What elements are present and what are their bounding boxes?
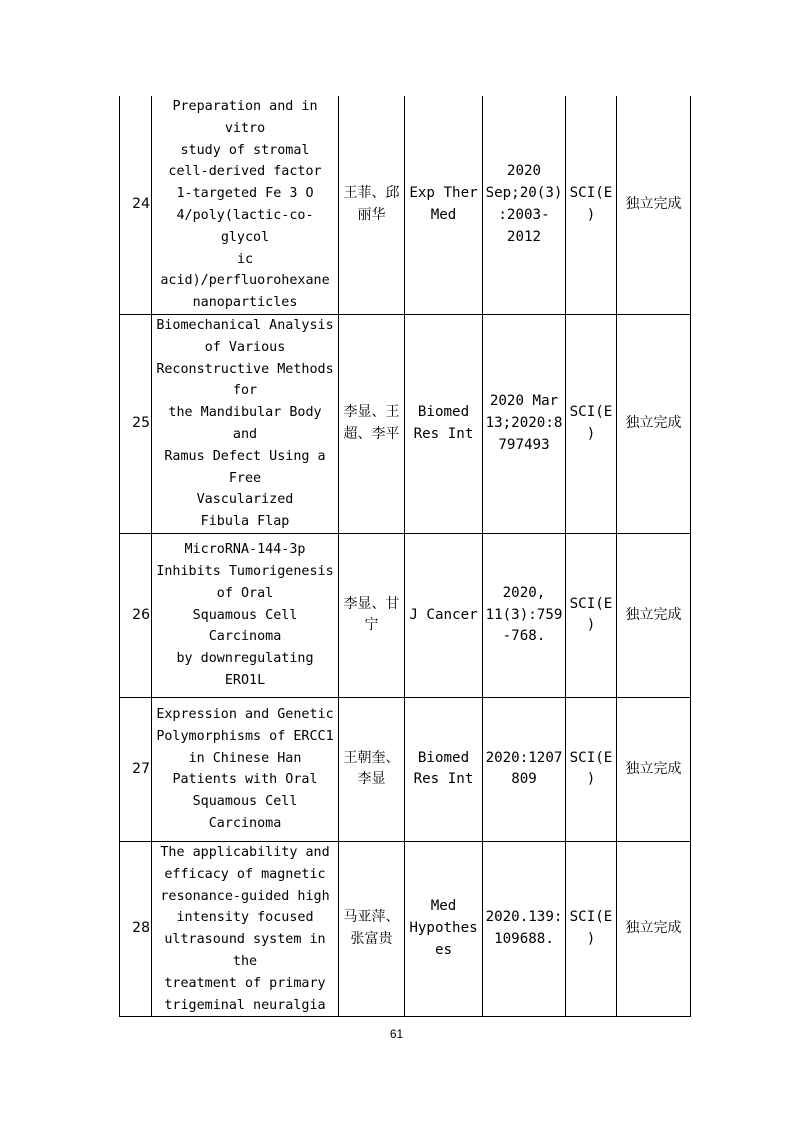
citation: 2020 Sep;20(3):2003-2012 [483, 96, 566, 314]
authors: 王朝奎、李显 [339, 697, 405, 841]
paper-title: Expression and Genetic Polymorphisms of ERCC1 in Chinese Han Patients with Oral Squamous Cell Carcinoma [152, 697, 339, 841]
contribution: 独立完成 [617, 314, 691, 533]
index-type: SCI(E) [566, 841, 617, 1016]
citation: 2020.139:109688. [483, 841, 566, 1016]
row-number: 26 [120, 533, 152, 697]
authors: 王菲、邱丽华 [339, 96, 405, 314]
journal: Biomed Res Int [405, 697, 483, 841]
row-number: 28 [120, 841, 152, 1016]
paper-title: Preparation and in vitro study of stromal cell-derived factor 1-targeted Fe 3 O 4/poly(lactic-co-glycol ic acid)/perfluorohexane nanoparticles [152, 96, 339, 314]
citation: 2020 Mar 13;2020:8797493 [483, 314, 566, 533]
publication-table [119, 96, 691, 1017]
table-row [120, 96, 691, 314]
index-type: SCI(E) [566, 96, 617, 314]
table-row [120, 697, 691, 841]
journal: J Cancer [405, 533, 483, 697]
citation: 2020, 11(3):759-768. [483, 533, 566, 697]
contribution: 独立完成 [617, 96, 691, 314]
contribution: 独立完成 [617, 697, 691, 841]
contribution: 独立完成 [617, 533, 691, 697]
authors: 马亚萍、张富贵 [339, 841, 405, 1016]
table-row [120, 533, 691, 697]
index-type: SCI(E) [566, 314, 617, 533]
table-row [120, 314, 691, 533]
paper-title: MicroRNA-144-3p Inhibits Tumorigenesis of Oral Squamous Cell Carcinoma by downregulating ERO1L [152, 533, 339, 697]
citation: 2020:1207809 [483, 697, 566, 841]
index-type: SCI(E) [566, 697, 617, 841]
row-number: 27 [120, 697, 152, 841]
row-number: 25 [120, 314, 152, 533]
page-number: 61 [389, 1027, 404, 1041]
paper-title: Biomechanical Analysis of Various Reconstructive Methods for the Mandibular Body and Ramus Defect Using a Free Vascularized Fibula Flap [152, 314, 339, 533]
journal: Exp Ther Med [405, 96, 483, 314]
table-row [120, 841, 691, 1016]
journal: Med Hypotheses [405, 841, 483, 1016]
row-number: 24 [120, 96, 152, 314]
index-type: SCI(E) [566, 533, 617, 697]
paper-title: The applicability and efficacy of magnetic resonance-guided high intensity focused ultrasound system in the treatment of primary trigeminal neuralgia [152, 841, 339, 1016]
journal: Biomed Res Int [405, 314, 483, 533]
authors: 李显、甘宁 [339, 533, 405, 697]
contribution: 独立完成 [617, 841, 691, 1016]
authors: 李显、王超、李平 [339, 314, 405, 533]
